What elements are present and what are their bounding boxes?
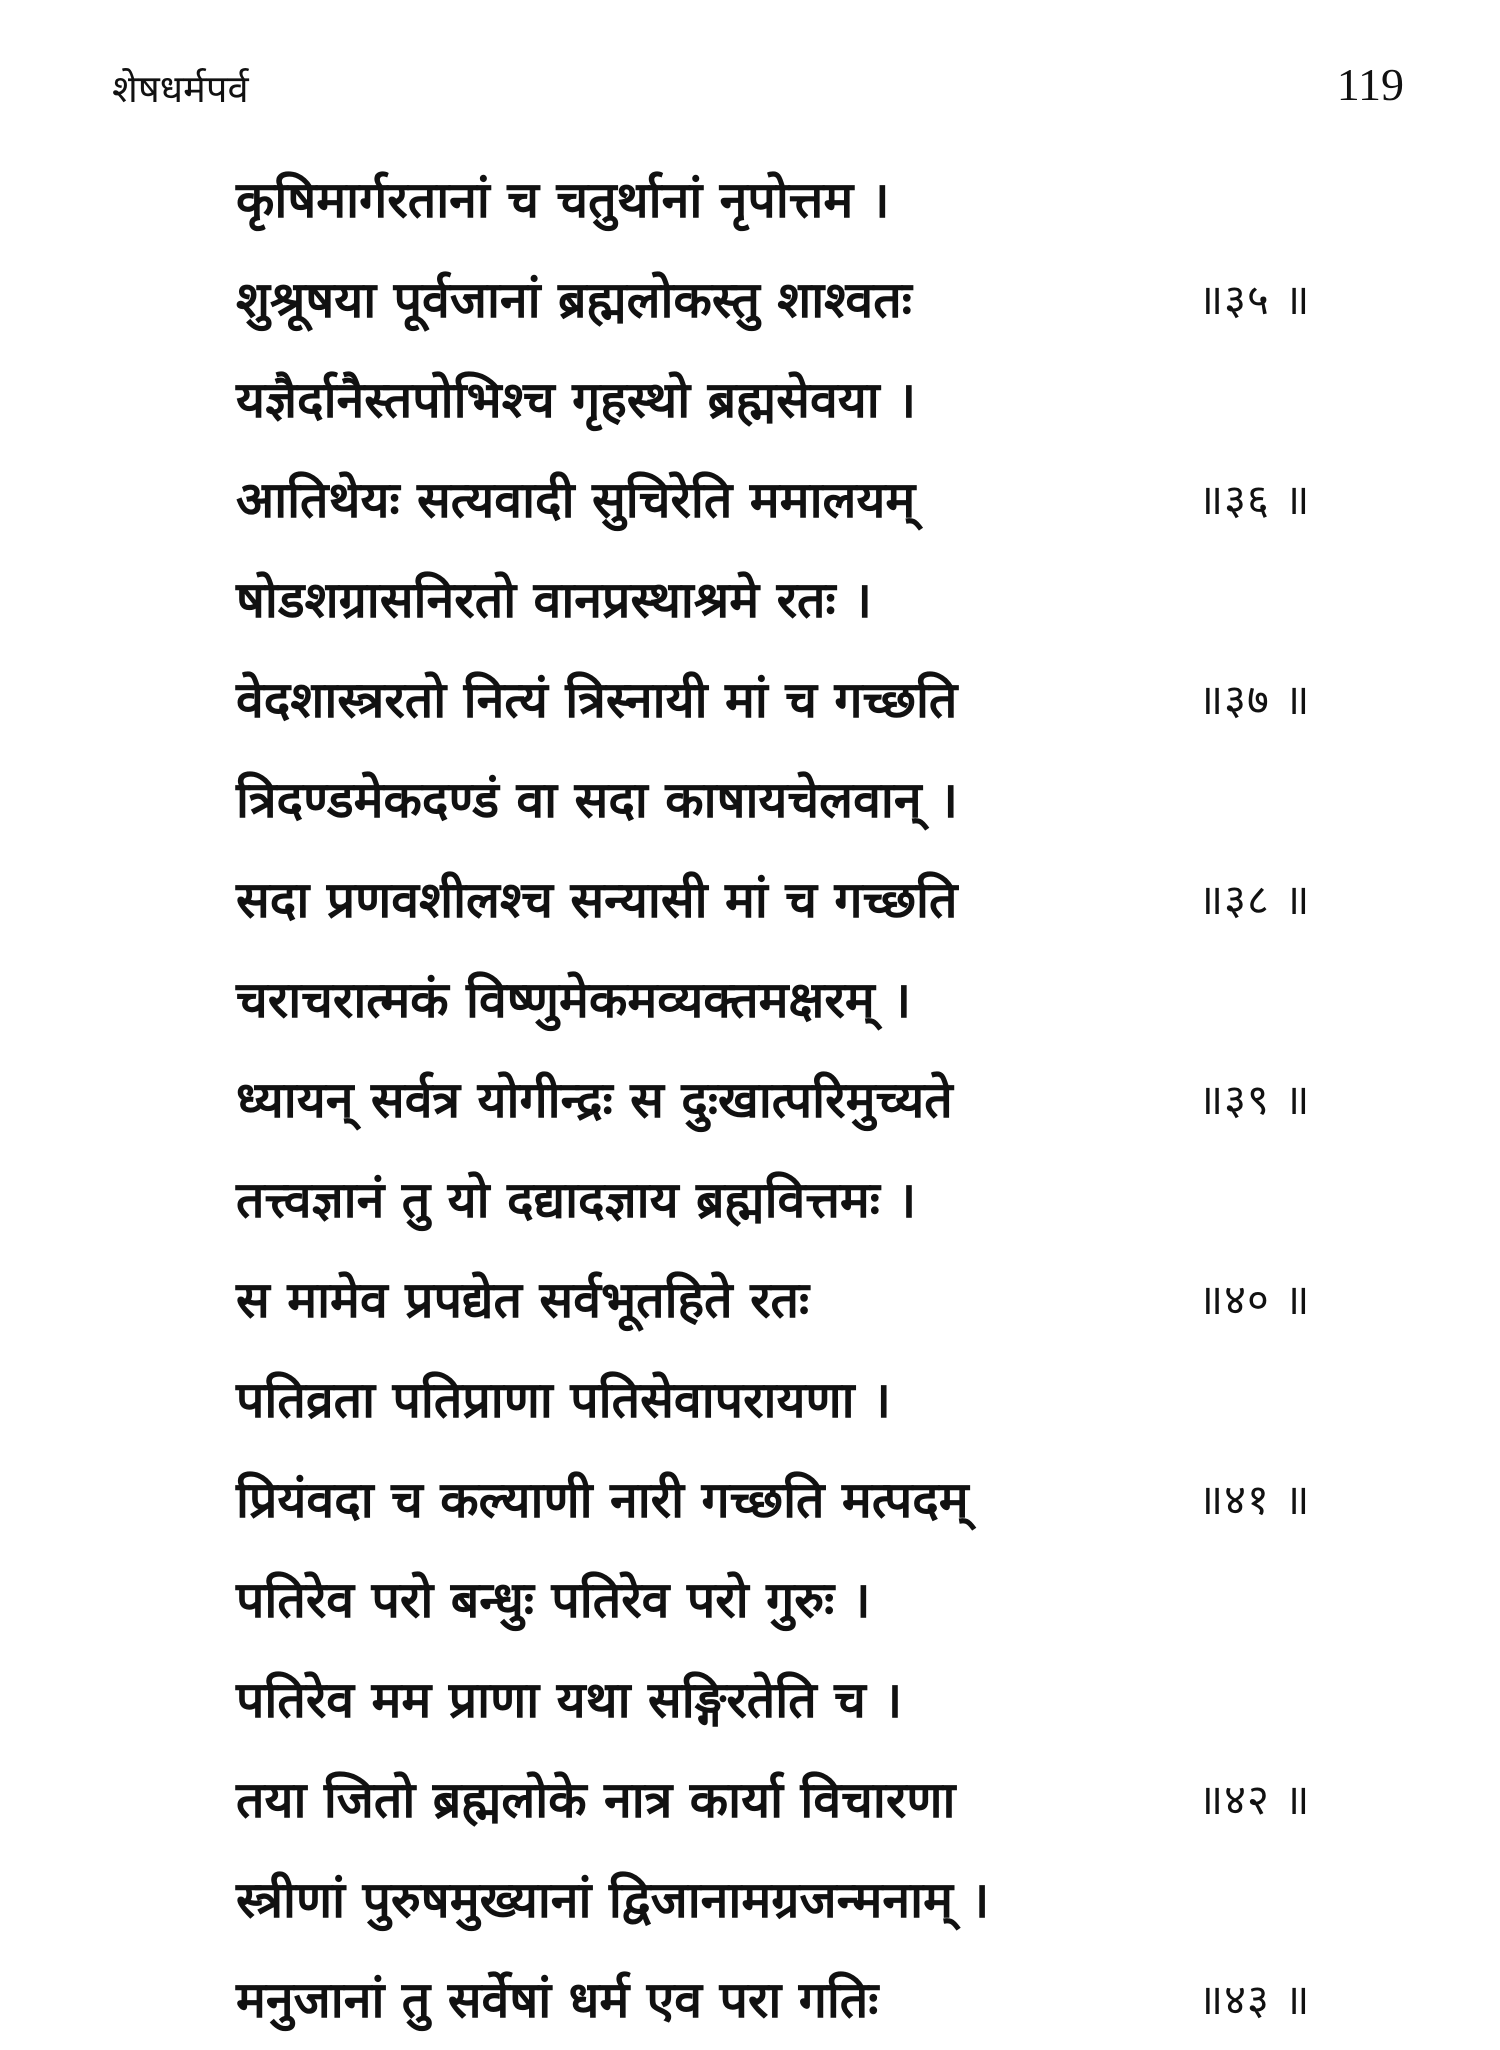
verse-line xyxy=(236,350,1386,450)
verse-line xyxy=(236,1950,1386,2050)
verse-number: ॥४२ ॥ xyxy=(1198,1775,1311,1824)
verse-line xyxy=(236,650,1386,750)
verse-line xyxy=(236,750,1386,850)
verse-number: ॥३६ ॥ xyxy=(1198,475,1311,524)
verse-line xyxy=(236,1550,1386,1650)
verse-text: स्त्रीणां पुरुषमुख्यानां द्विजानामग्रजन्मनाम् । xyxy=(236,1871,990,1929)
verse-line xyxy=(236,1150,1386,1250)
verse-number: ॥३५ ॥ xyxy=(1198,275,1311,324)
verse-text: पतिव्रता पतिप्राणा पतिसेवापरायणा । xyxy=(236,1371,891,1429)
verse-number: ॥३८ ॥ xyxy=(1198,875,1311,924)
verse-text: सदा प्रणवशीलश्च सन्यासी मां च गच्छति xyxy=(236,871,958,929)
verse-line xyxy=(236,1350,1386,1450)
verse-text: त्रिदण्डमेकदण्डं वा सदा काषायचेलवान् । xyxy=(236,771,958,829)
verse-text: चराचरात्मकं विष्णुमेकमव्यक्तमक्षरम् । xyxy=(236,971,912,1029)
verse-line xyxy=(236,550,1386,650)
verse-number: ॥४३ ॥ xyxy=(1198,1975,1311,2024)
verse-line xyxy=(236,1850,1386,1950)
verse-text: तत्त्वज्ञानं तु यो दद्यादज्ञाय ब्रह्मवित्तमः । xyxy=(236,1171,917,1229)
verse-line xyxy=(236,150,1386,250)
verse-line xyxy=(236,1050,1386,1150)
verse-text: तया जितो ब्रह्मलोके नात्र कार्या विचारणा xyxy=(236,1771,956,1829)
verse-text: आतिथेयः सत्यवादी सुचिरेति ममालयम् xyxy=(236,471,916,529)
verse-block xyxy=(236,150,1386,2050)
verse-text: मनुजानां तु सर्वेषां धर्म एव परा गतिः xyxy=(236,1971,879,2029)
verse-number: ॥४१ ॥ xyxy=(1198,1475,1311,1524)
verse-text: षोडशग्रासनिरतो वानप्रस्थाश्रमे रतः । xyxy=(236,571,872,629)
verse-number: ॥४० ॥ xyxy=(1198,1275,1311,1324)
verse-line xyxy=(236,450,1386,550)
verse-text: पतिरेव परो बन्धुः पतिरेव परो गुरुः । xyxy=(236,1571,871,1629)
verse-text: शुश्रूषया पूर्वजानां ब्रह्मलोकस्तु शाश्वतः xyxy=(236,271,912,329)
verse-text: प्रियंवदा च कल्याणी नारी गच्छति मत्पदम् xyxy=(236,1471,969,1529)
verse-text: कृषिमार्गरतानां च चतुर्थानां नृपोत्तम । xyxy=(236,171,890,229)
verse-line xyxy=(236,1450,1386,1550)
verse-text: यज्ञैर्दानैस्तपोभिश्च गृहस्थो ब्रह्मसेवया । xyxy=(236,371,917,429)
verse-number: ॥३९ ॥ xyxy=(1198,1075,1311,1124)
running-head: शेषधर्मपर्व xyxy=(112,67,249,111)
verse-line xyxy=(236,250,1386,350)
page-number: 119 xyxy=(1336,59,1404,110)
verse-line xyxy=(236,950,1386,1050)
verse-text: पतिरेव मम प्राणा यथा सङ्गिरतेति च । xyxy=(236,1671,903,1729)
verse-line xyxy=(236,1250,1386,1350)
verse-number: ॥३७ ॥ xyxy=(1198,675,1311,724)
verse-line xyxy=(236,1750,1386,1850)
verse-text: ध्यायन् सर्वत्र योगीन्द्रः स दुःखात्परिमुच्यते xyxy=(236,1071,953,1129)
verse-text: वेदशास्त्ररतो नित्यं त्रिस्नायी मां च गच्छति xyxy=(236,671,958,729)
verse-line xyxy=(236,1650,1386,1750)
verse-line xyxy=(236,850,1386,950)
verse-text: स मामेव प्रपद्येत सर्वभूतहिते रतः xyxy=(236,1271,810,1329)
